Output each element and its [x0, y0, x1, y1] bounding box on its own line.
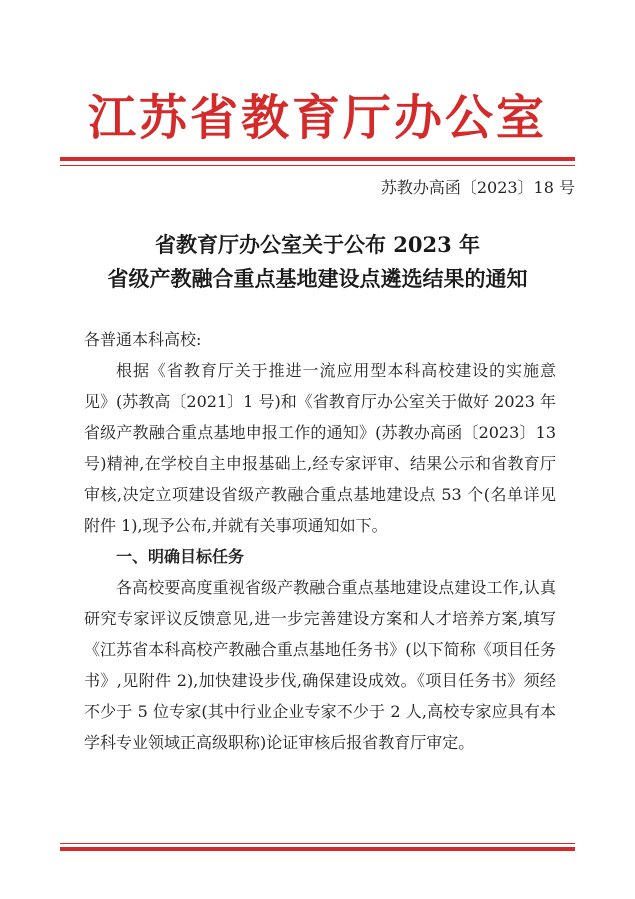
header-divider-thin	[60, 165, 575, 166]
document-title-line-1: 省教育厅办公室关于公布 2023 年	[154, 232, 481, 257]
intro-paragraph: 根据《省教育厅关于推进一流应用型本科高校建设的实施意见》(苏教高〔2021〕1 号)和《省教育厅办公室关于做好 2023 年省级产教融合重点基地申报工作的通知》(苏教办高函〔2023〕13 号)精神,在学校自主申报基础上,经专家评审、结果公示和省教育厅审核,决定立项建设省级产教融合重点基地建设点 53 个(名单详见附件 1),现予公布,并就有关事项通知如下。	[84, 361, 556, 535]
section-1-heading: 一、明确目标任务	[116, 547, 245, 566]
header-divider-thick	[60, 157, 575, 161]
footer-divider-thick	[60, 847, 575, 851]
footer-divider-thin	[60, 843, 575, 844]
document-body	[84, 324, 556, 758]
document-title	[0, 228, 635, 296]
document-title-line-2: 省级产教融合重点基地建设点遴选结果的通知	[107, 266, 528, 291]
document-number: 苏教办高函〔2023〕18 号	[380, 178, 575, 197]
salutation: 各普通本科高校:	[84, 330, 202, 349]
issuing-office-header: 江苏省教育厅办公室	[87, 90, 547, 146]
section-1-paragraph: 各高校要高度重视省级产教融合重点基地建设点建设工作,认真研究专家评议反馈意见,进一步完善建设方案和人才培养方案,填写《江苏省本科高校产教融合重点基地任务书》(以下简称《项目任务书》,见附件 2),加快建设步伐,确保建设成效。《项目任务书》须经不少于 5 位专家(其中行业企业专家不少于 2 人,高校专家应具有本学科专业领域正高级职称)论证审核后报省教育厅审定。	[84, 578, 556, 752]
